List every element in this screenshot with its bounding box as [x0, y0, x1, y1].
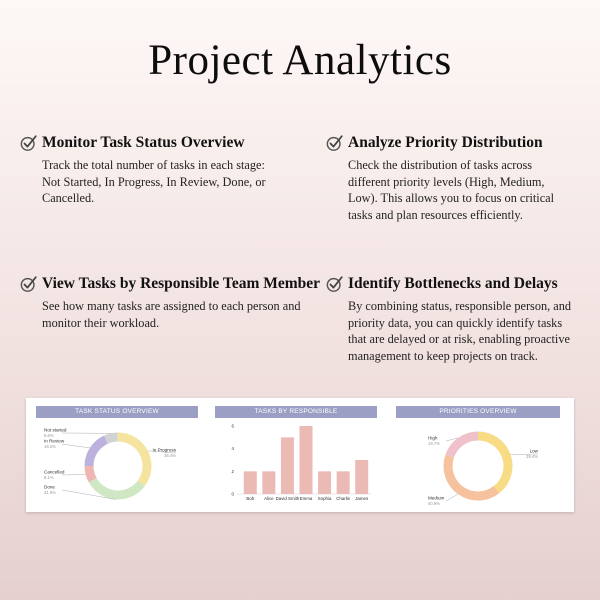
slice-percent: 18.2%: [44, 444, 56, 449]
feature-body: See how many tasks are assigned to each person and monitor their workload.: [42, 299, 301, 330]
tasks-by-responsible-panel: [215, 406, 377, 506]
feature-priority-distribution: [326, 134, 576, 223]
slice-label: Done: [44, 484, 55, 490]
panel-title: TASKS BY RESPONSIBLE: [215, 406, 377, 418]
check-circle-icon: [20, 134, 38, 152]
feature-heading: View Tasks by Responsible Team Member: [42, 275, 321, 292]
task-status-donut-chart: [36, 420, 198, 506]
slice-label: In Review: [44, 438, 65, 444]
y-tick-label: 6: [231, 423, 234, 429]
slice-label: Medium: [428, 495, 445, 501]
feature-body: Check the distribution of tasks across different priority levels (High, Medium, Low). This allows you to focus on critical tasks and plan resources efficiently.: [348, 158, 555, 222]
slice-percent: 6.6%: [44, 433, 54, 438]
donut-slice: [478, 436, 508, 490]
panel-title: TASK STATUS OVERVIEW: [36, 406, 198, 418]
slice-percent: 19.7%: [428, 441, 440, 446]
bar: [318, 471, 331, 494]
leader-line: [446, 494, 458, 501]
slice-label: Not started: [44, 427, 67, 433]
slice-label: High: [428, 435, 438, 441]
x-tick-label: Sophia: [317, 496, 332, 501]
donut-slice: [89, 440, 106, 466]
leader-line: [62, 474, 86, 475]
bar: [262, 471, 275, 494]
x-tick-label: Emma: [299, 496, 313, 501]
x-tick-label: David Smith: [275, 496, 300, 501]
feature-body: By combining status, responsible person, and priority data, you can quickly identify tasks that are delayed or at risk, enabling proactive management to keep projects on track.: [348, 299, 572, 363]
feature-monitor-task-status: [20, 134, 275, 207]
check-circle-icon: [20, 275, 38, 293]
slice-label: Low: [529, 448, 538, 454]
dashboard-preview: [26, 398, 574, 512]
bar: [244, 471, 257, 494]
bar: [281, 437, 294, 494]
task-status-panel: [36, 406, 198, 506]
donut-slice: [448, 456, 497, 496]
bar: [300, 426, 313, 494]
y-tick-label: 0: [231, 491, 234, 497]
slice-percent: 35.4%: [164, 453, 176, 458]
panel-title: PRIORITIES OVERVIEW: [396, 406, 560, 418]
feature-heading: Monitor Task Status Overview: [42, 134, 245, 151]
leader-line: [62, 444, 90, 448]
check-circle-icon: [326, 275, 344, 293]
feature-heading: Analyze Priority Distribution: [348, 134, 543, 151]
feature-bottlenecks: [326, 275, 576, 364]
slice-percent: 40.9%: [428, 501, 440, 506]
bar: [355, 460, 368, 494]
page-title: Project Analytics: [148, 37, 452, 84]
donut-slice: [106, 437, 118, 440]
x-tick-label: Charlie: [336, 496, 351, 501]
priorities-panel: [396, 406, 560, 506]
y-tick-label: 4: [231, 446, 234, 452]
slice-percent: 39.4%: [526, 454, 538, 459]
donut-slice: [118, 437, 147, 483]
x-tick-label: Alice: [264, 496, 274, 501]
donut-slice: [93, 480, 142, 495]
feature-heading: Identify Bottlenecks and Delays: [348, 275, 558, 292]
slice-percent: 8.1%: [44, 475, 54, 480]
feature-tasks-by-member: [20, 275, 321, 331]
priorities-donut-chart: [396, 420, 560, 506]
donut-slice: [89, 466, 93, 480]
bar: [337, 471, 350, 494]
x-tick-label: Bob: [246, 496, 255, 501]
slice-label: In Progress: [152, 447, 176, 453]
check-circle-icon: [326, 134, 344, 152]
x-tick-label: James: [355, 496, 369, 501]
slice-percent: 31.6%: [44, 490, 56, 495]
tasks-by-responsible-bar-chart: [215, 420, 377, 506]
slice-label: Cancelled: [44, 469, 65, 475]
feature-body: Track the total number of tasks in each stage: Not Started, In Progress, In Review, Done, or Cancelled.: [42, 158, 266, 205]
y-tick-label: 2: [231, 468, 234, 474]
